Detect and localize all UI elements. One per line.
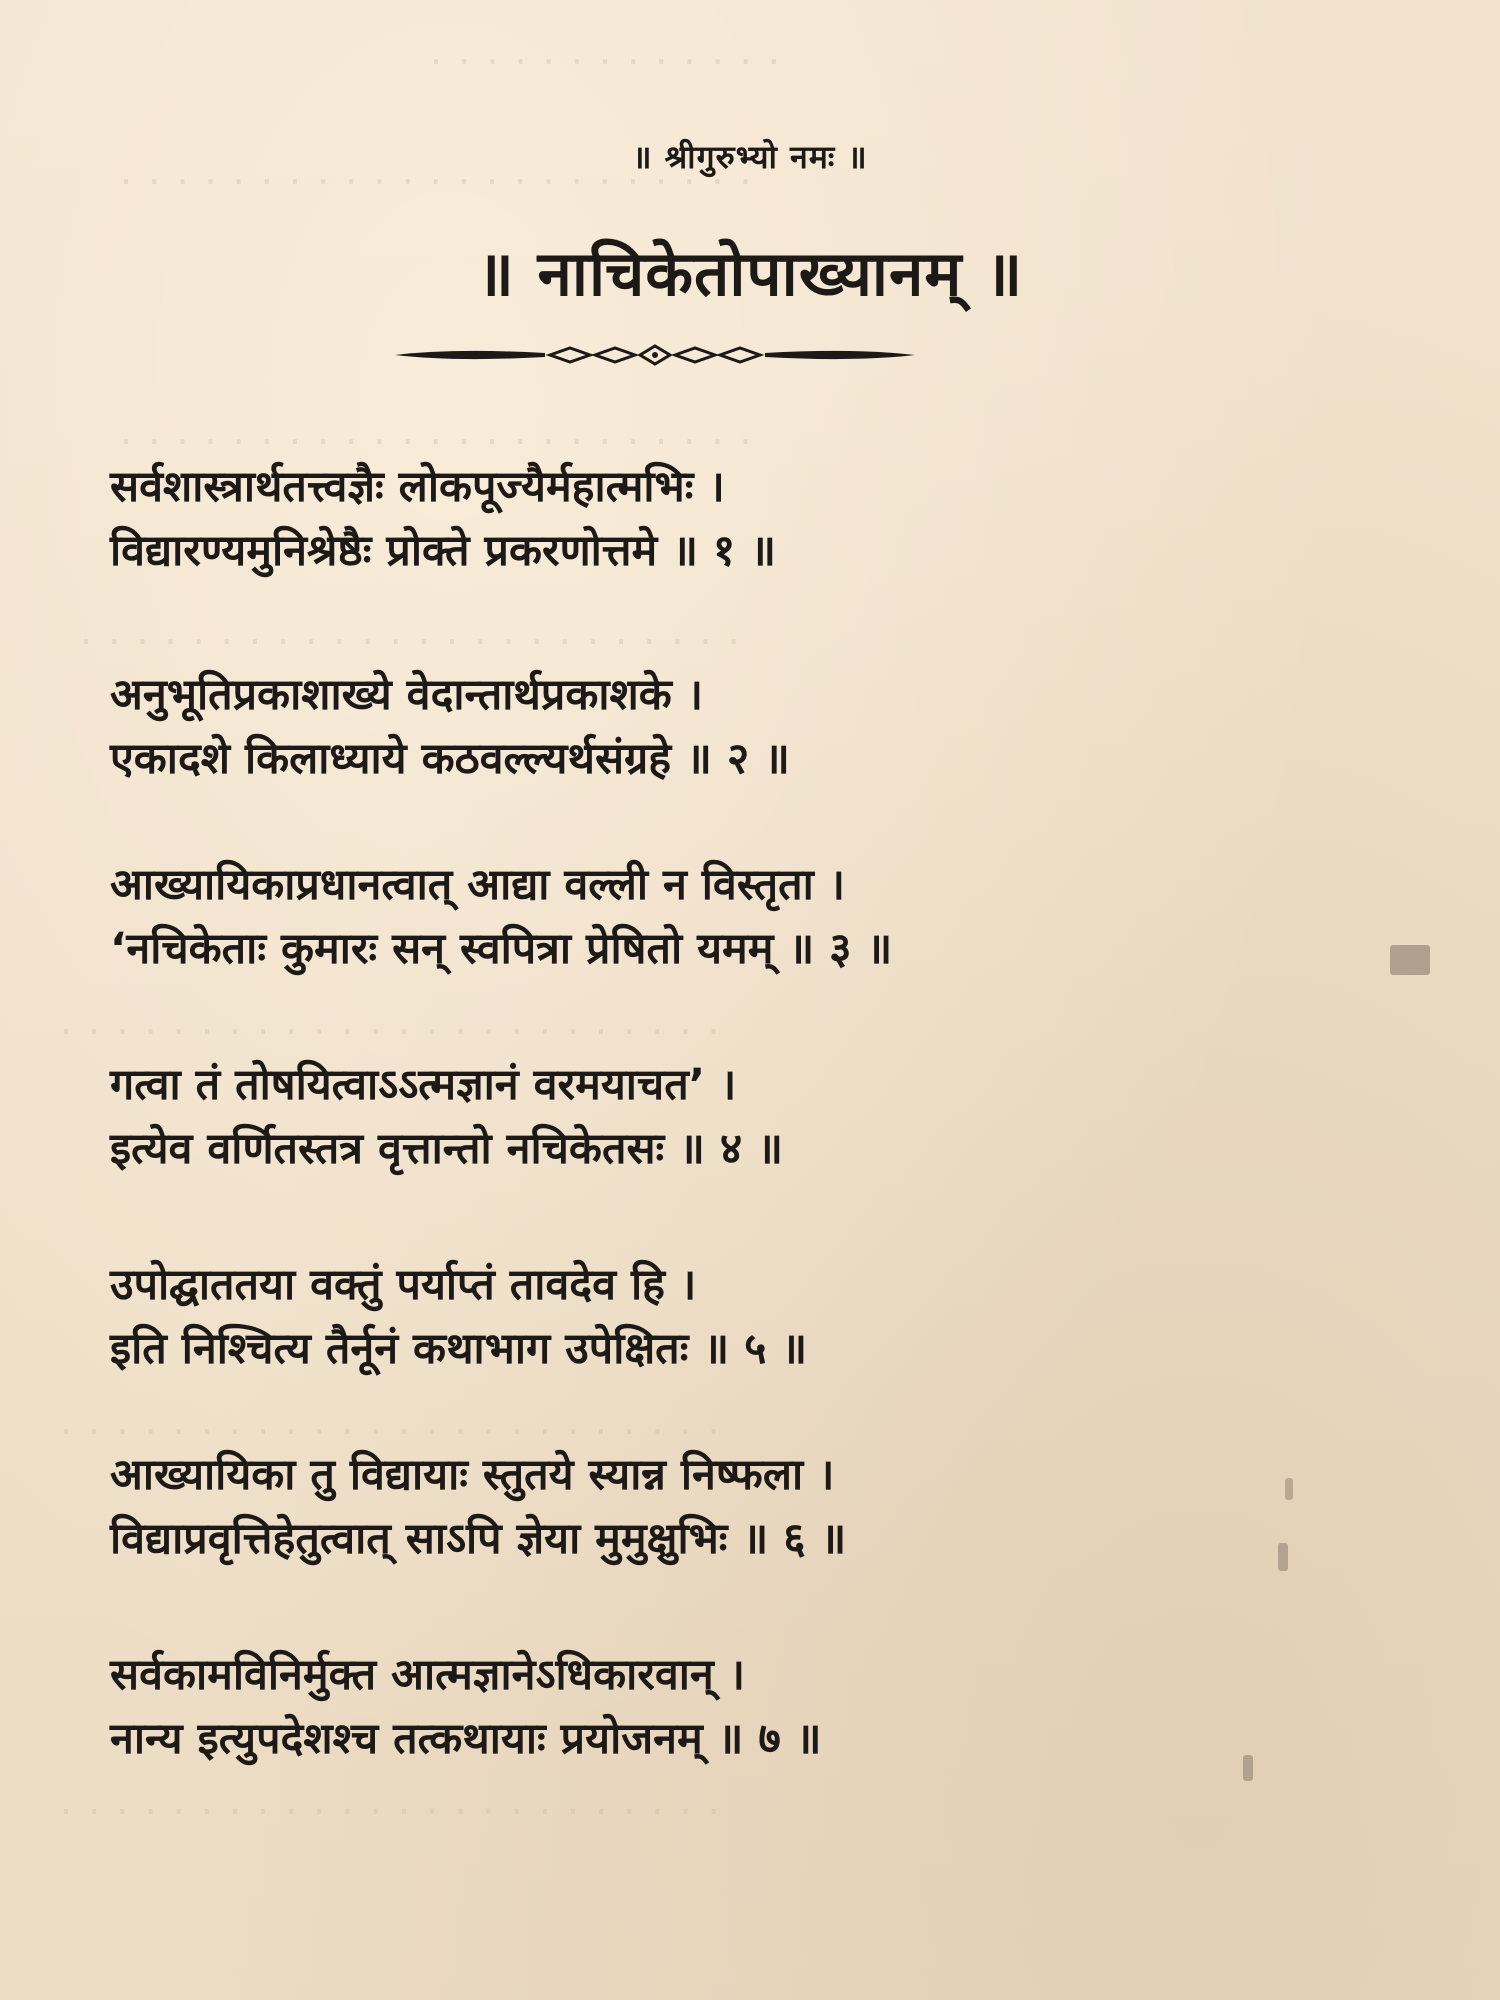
show-through-texture: · · · · · · · · · · · · · · · · · · · · · · · · bbox=[60, 1790, 722, 1834]
verse-5-line-2: इति निश्चित्य तैर्नूनं कथाभाग उपेक्षितः ॥ ५ ॥ bbox=[110, 1324, 808, 1374]
show-through-texture: · · · · · · · · · · · · · · · · · · · · · · · · bbox=[60, 1410, 722, 1454]
verse-1 bbox=[110, 455, 776, 583]
verse-4-line-1: गत्वा तं तोषयित्वाऽऽत्मज्ञानं वरमयाचत’ । bbox=[110, 1060, 737, 1110]
verse-6-line-1: आख्यायिका तु विद्यायाः स्तुतये स्यान्न निष्फला । bbox=[110, 1450, 835, 1500]
verse-3 bbox=[110, 853, 892, 981]
verse-3-line-2: ‘नचिकेताः कुमारः सन् स्वपित्रा प्रेषितो यमम् ॥ ३ ॥ bbox=[110, 924, 893, 974]
verse-2-line-1: अनुभूतिप्रकाशाख्ये वेदान्तार्थप्रकाशके । bbox=[110, 670, 704, 720]
verse-7 bbox=[110, 1643, 821, 1771]
ink-smudge bbox=[1278, 1543, 1288, 1571]
show-through-texture: · · · · · · · · · · · · · bbox=[430, 40, 782, 84]
show-through-texture: · · · · · · · · · · · · · · · · · · · · · · · bbox=[120, 420, 754, 464]
verse-6 bbox=[110, 1443, 846, 1571]
verse-5-line-1: उपोद्घाततया वक्तुं पर्याप्तं तावदेव हि । bbox=[110, 1260, 697, 1310]
ornamental-divider bbox=[395, 340, 915, 370]
ink-smudge bbox=[1243, 1755, 1253, 1781]
show-through-texture: · · · · · · · · · · · · · · · · · · · · · · · · bbox=[80, 620, 742, 664]
verse-5 bbox=[110, 1253, 807, 1381]
verse-2 bbox=[110, 663, 790, 791]
page-title: ॥ नाचिकेतोपाख्यानम् ॥ bbox=[476, 237, 1024, 310]
ink-smudge bbox=[1390, 945, 1430, 975]
show-through-texture: · · · · · · · · · · · · · · · · · · · · · · · bbox=[120, 160, 754, 204]
verse-1-line-1: सर्वशास्त्रार्थतत्त्वज्ञैः लोकपूज्यैर्महात्मभिः । bbox=[110, 462, 725, 512]
verse-7-line-2: नान्य इत्युपदेशश्च तत्कथायाः प्रयोजनम् ॥ ७ ॥ bbox=[110, 1714, 822, 1764]
verse-4 bbox=[110, 1053, 783, 1181]
verse-7-line-1: सर्वकामविनिर्मुक्त आत्मज्ञानेऽधिकारवान् । bbox=[110, 1650, 746, 1700]
verse-2-line-2: एकादशे किलाध्याये कठवल्ल्यर्थसंग्रहे ॥ २ ॥ bbox=[110, 734, 790, 784]
verse-1-line-2: विद्यारण्यमुनिश्रेष्ठैः प्रोक्ते प्रकरणोत्तमे ॥ १ ॥ bbox=[110, 526, 777, 576]
verse-3-line-1: आख्यायिकाप्रधानत्वात् आद्या वल्ली न विस्तृता । bbox=[110, 860, 845, 910]
invocation-heading: ॥ श्रीगुरुभ्यो नमः ॥ bbox=[632, 138, 868, 176]
verse-4-line-2: इत्येव वर्णितस्तत्र वृत्तान्तो नचिकेतसः ॥ ४ ॥ bbox=[110, 1124, 783, 1174]
show-through-texture: · · · · · · · · · · · · · · · · · · · · · · · · bbox=[60, 1010, 722, 1054]
verse-6-line-2: विद्याप्रवृत्तिहेतुत्वात् साऽपि ज्ञेया मुमुक्षुभिः ॥ ६ ॥ bbox=[110, 1514, 847, 1564]
ink-smudge bbox=[1285, 1478, 1293, 1500]
